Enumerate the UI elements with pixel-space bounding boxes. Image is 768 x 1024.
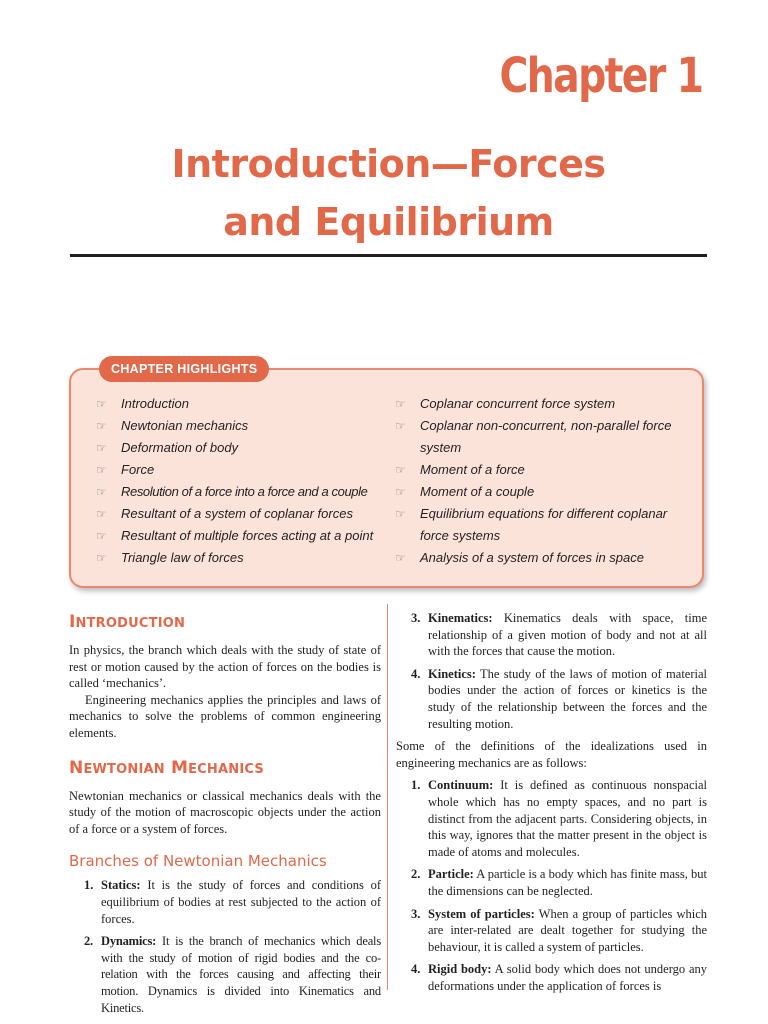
pointing-hand-icon: ☞	[96, 463, 107, 477]
highlight-item: ☞ Coplanar non-concurrent, non-parallel force system	[395, 415, 685, 459]
pointing-hand-icon: ☞	[96, 529, 107, 543]
title-rule	[70, 254, 707, 257]
list-item: 1. Statics: It is the study of forces and conditions of equilibrium of bodies at rest subjected to the action of forces.	[84, 878, 381, 926]
list-item: 4. Kinetics: The study of the laws of motion of material bodies under the action of forces or kinetics is the study of the relationship between the forces and the resulting motion.	[411, 666, 707, 731]
branches-list-continued	[396, 610, 707, 732]
highlight-item: ☞ Introduction	[96, 393, 386, 415]
section-heading-introduction: INTRODUCTION	[69, 612, 186, 632]
pointing-hand-icon: ☞	[395, 419, 406, 433]
highlight-item: ☞ Resolution of a force into a force and a couple	[96, 481, 386, 503]
list-item: 3. System of particles: When a group of particles which are inter-related are dealt together for studying the behaviour, it is called a system of particles.	[411, 906, 707, 954]
pointing-hand-icon: ☞	[395, 551, 406, 565]
section-heading-newtonian-mechanics: NEWTONIAN MECHANICS	[69, 757, 264, 778]
list-item: 1. Continuum: It is defined as continuous nonspacial whole which has no empty spaces, and no part is distinct from the adjacent parts. Considering objects, in this way, ignores that the matter present in the object is made of atoms and molecules.	[411, 778, 707, 859]
pointing-hand-icon: ☞	[96, 419, 107, 433]
chapter-title	[70, 135, 707, 251]
pointing-hand-icon: ☞	[395, 397, 406, 411]
pointing-hand-icon: ☞	[395, 507, 406, 521]
highlight-item: ☞ Resultant of multiple forces acting at a point	[96, 525, 386, 547]
paragraph: In physics, the branch which deals with the study of state of rest or motion caused by the action of forces on the bodies is called ‘mechanics’.	[69, 643, 381, 691]
pointing-hand-icon: ☞	[395, 463, 406, 477]
list-item: 4. Rigid body: A solid body which does not undergo any deformations under the application of forces is	[411, 962, 707, 993]
highlights-right-list	[395, 393, 685, 569]
highlight-item: ☞ Moment of a force	[395, 459, 685, 481]
highlight-item: ☞ Newtonian mechanics	[96, 415, 386, 437]
paragraph: Engineering mechanics applies the principles and laws of mechanics to solve the problems of common engineering elements.	[69, 692, 381, 740]
pointing-hand-icon: ☞	[96, 441, 107, 455]
chapter-number: Chapter 1	[499, 48, 702, 104]
highlight-item: ☞ Deformation of body	[96, 437, 386, 459]
list-item: 3. Kinematics: Kinematics deals with space, time relationship of a given motion of body and not at all with the forces that cause the motion.	[411, 611, 707, 659]
pointing-hand-icon: ☞	[96, 507, 107, 521]
highlight-item: ☞ Coplanar concurrent force system	[395, 393, 685, 415]
highlight-item: ☞ Triangle law of forces	[96, 547, 386, 569]
highlight-item: ☞ Force	[96, 459, 386, 481]
highlight-item: ☞ Resultant of a system of coplanar forces	[96, 503, 386, 525]
highlight-item: ☞ Analysis of a system of forces in space	[395, 547, 685, 569]
chapter-highlights-tag: CHAPTER HIGHLIGHTS	[99, 356, 269, 382]
column-divider	[387, 604, 388, 990]
highlights-left-list	[96, 393, 386, 569]
branches-list	[69, 877, 381, 1016]
paragraph: Newtonian mechanics or classical mechanics deals with the study of the motion of macroscopic objects under the action of a force or a system of forces.	[69, 788, 381, 836]
right-column	[396, 610, 707, 1000]
left-column	[69, 610, 381, 1022]
highlight-item: ☞ Moment of a couple	[395, 481, 685, 503]
idealizations-list	[396, 777, 707, 994]
subsection-heading: Branches of Newtonian Mechanics	[69, 852, 327, 871]
paragraph: Some of the definitions of the idealizations used in engineering mechanics are as follows:	[396, 739, 707, 770]
pointing-hand-icon: ☞	[395, 485, 406, 499]
chapter-title-line2: and Equilibrium	[223, 200, 554, 244]
pointing-hand-icon: ☞	[96, 485, 107, 499]
pointing-hand-icon: ☞	[96, 397, 107, 411]
list-item: 2. Particle: A particle is a body which has finite mass, but the dimensions can be neglected.	[411, 867, 708, 898]
chapter-title-line1: Introduction—Forces	[171, 142, 606, 186]
highlight-item: ☞ Equilibrium equations for different coplanar force systems	[395, 503, 685, 547]
pointing-hand-icon: ☞	[96, 551, 107, 565]
list-item: 2. Dynamics: It is the branch of mechanics which deals with the study of motion of rigid bodies and the co-relation with the forces causing and affecting their motion. Dynamics is divided into Kinematics and Kinetics.	[84, 934, 381, 1015]
